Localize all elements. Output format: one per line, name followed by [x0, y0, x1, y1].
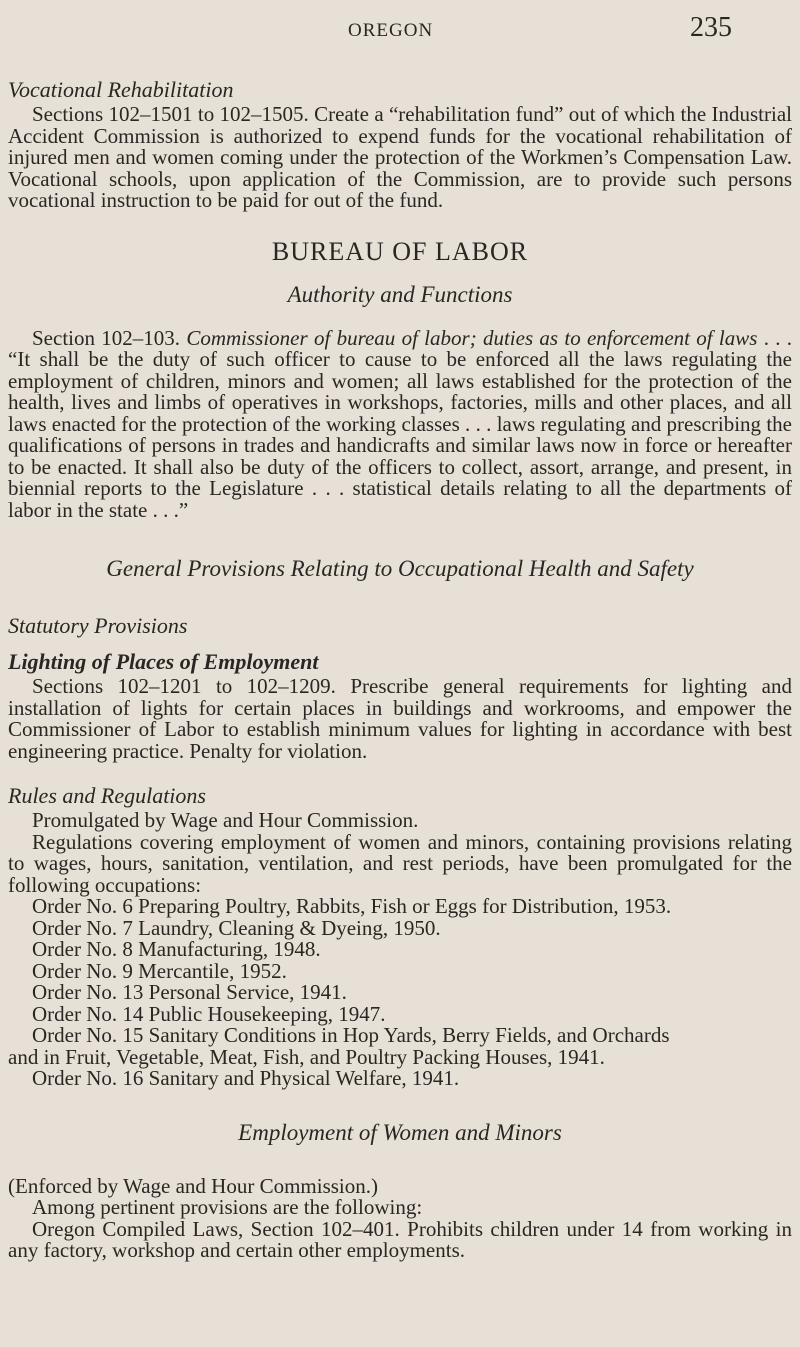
lighting-heading: Lighting of Places of Employment	[8, 649, 319, 674]
general-provisions-heading: General Provisions Relating to Occupational Health and Safety	[106, 556, 694, 581]
vocational-rehab-body: Sections 102–1501 to 102–1505. Create a “rehabilitation fund” out of which the Industrial Accident Commission is authorized to expend funds for the vocational rehabilitation of injured men and women coming under the protection of the Workmen’s Compensation Law. Vocational schools, upon application of the Commission, are to provide such persons vocational instruction to be paid for out of the fund.	[8, 102, 792, 212]
oregon-compiled-laws: Oregon Compiled Laws, Section 102–401. Prohibits children under 14 from working in any factory, workshop and certain other employments.	[8, 1216, 792, 1262]
statutory-heading: Statutory Provisions	[8, 613, 188, 638]
order-item: Order No. 15 Sanitary Conditions in Hop Yards, Berry Fields, and Orchards	[32, 1023, 670, 1047]
order-item: Order No. 13 Personal Service, 1941.	[32, 980, 347, 1004]
bureau-section-body: . . . “It shall be the duty of such officer to cause to be enforced all the laws regulating the employment of children, minors and women; all laws established for the protection of the health, lives and limbs of operatives in workshops, factories, mills and other places, and all laws enacted for the protection of the working classes . . . laws regulating and prescribing the qualifications of persons in trades and handicrafts and similar laws now in force or hereafter to be enacted. It shall also be duty of the officers to collect, assort, arrange, and present, in biennial reports to the Legislature . . . statistical details relating to all the departments of labor in the state . . .”	[8, 325, 793, 522]
lighting-body: Sections 102–1201 to 102–1209. Prescribe general requirements for lighting and installation of lights for certain places in buildings and workrooms, and empower the Commissioner of Labor to establish minimum values for lighting in accordance with best engineering practice. Penalty for violation.	[8, 674, 792, 763]
bureau-section-paragraph	[8, 325, 793, 522]
bureau-heading: BUREAU OF LABOR	[271, 236, 529, 266]
bureau-section-italic: Commissioner of bureau of labor; duties as to enforcement of laws	[186, 325, 758, 350]
pertinent-provisions: Among pertinent provisions are the following:	[32, 1195, 423, 1219]
rules-heading: Rules and Regulations	[8, 783, 206, 808]
order-item: Order No. 14 Public Housekeeping, 1947.	[32, 1001, 386, 1026]
order-item: Order No. 9 Mercantile, 1952.	[32, 958, 287, 983]
order-item: Order No. 16 Sanitary and Physical Welfare, 1941.	[32, 1066, 460, 1090]
page-content	[8, 78, 792, 1262]
bureau-section-lead: Section 102–103.	[32, 325, 181, 350]
order-item: Order No. 7 Laundry, Cleaning & Dyeing, 1950.	[32, 915, 441, 940]
women-minors-heading: Employment of Women and Minors	[238, 1119, 562, 1145]
running-title: OREGON	[348, 20, 434, 41]
order-item-continued: and in Fruit, Vegetable, Meat, Fish, and Poultry Packing Houses, 1941.	[8, 1044, 605, 1069]
vocational-rehab-heading: Vocational Rehabilitation	[8, 77, 234, 102]
order-item: Order No. 6 Preparing Poultry, Rabbits, Fish or Eggs for Distribution, 1953.	[32, 894, 672, 918]
order-item: Order No. 8 Manufacturing, 1948.	[32, 937, 321, 961]
rules-intro: Regulations covering employment of women and minors, containing provisions relating to wages, hours, sanitation, ventilation, and rest periods, have been promulgated for the following occupations:	[8, 829, 792, 897]
rules-promulgated: Promulgated by Wage and Hour Commission.	[32, 808, 419, 832]
orders-list	[8, 896, 792, 1090]
bureau-subheading: Authority and Functions	[287, 281, 513, 307]
page-number: 235	[690, 12, 732, 43]
running-head	[0, 8, 800, 48]
enforced-note: (Enforced by Wage and Hour Commission.)	[8, 1173, 379, 1198]
